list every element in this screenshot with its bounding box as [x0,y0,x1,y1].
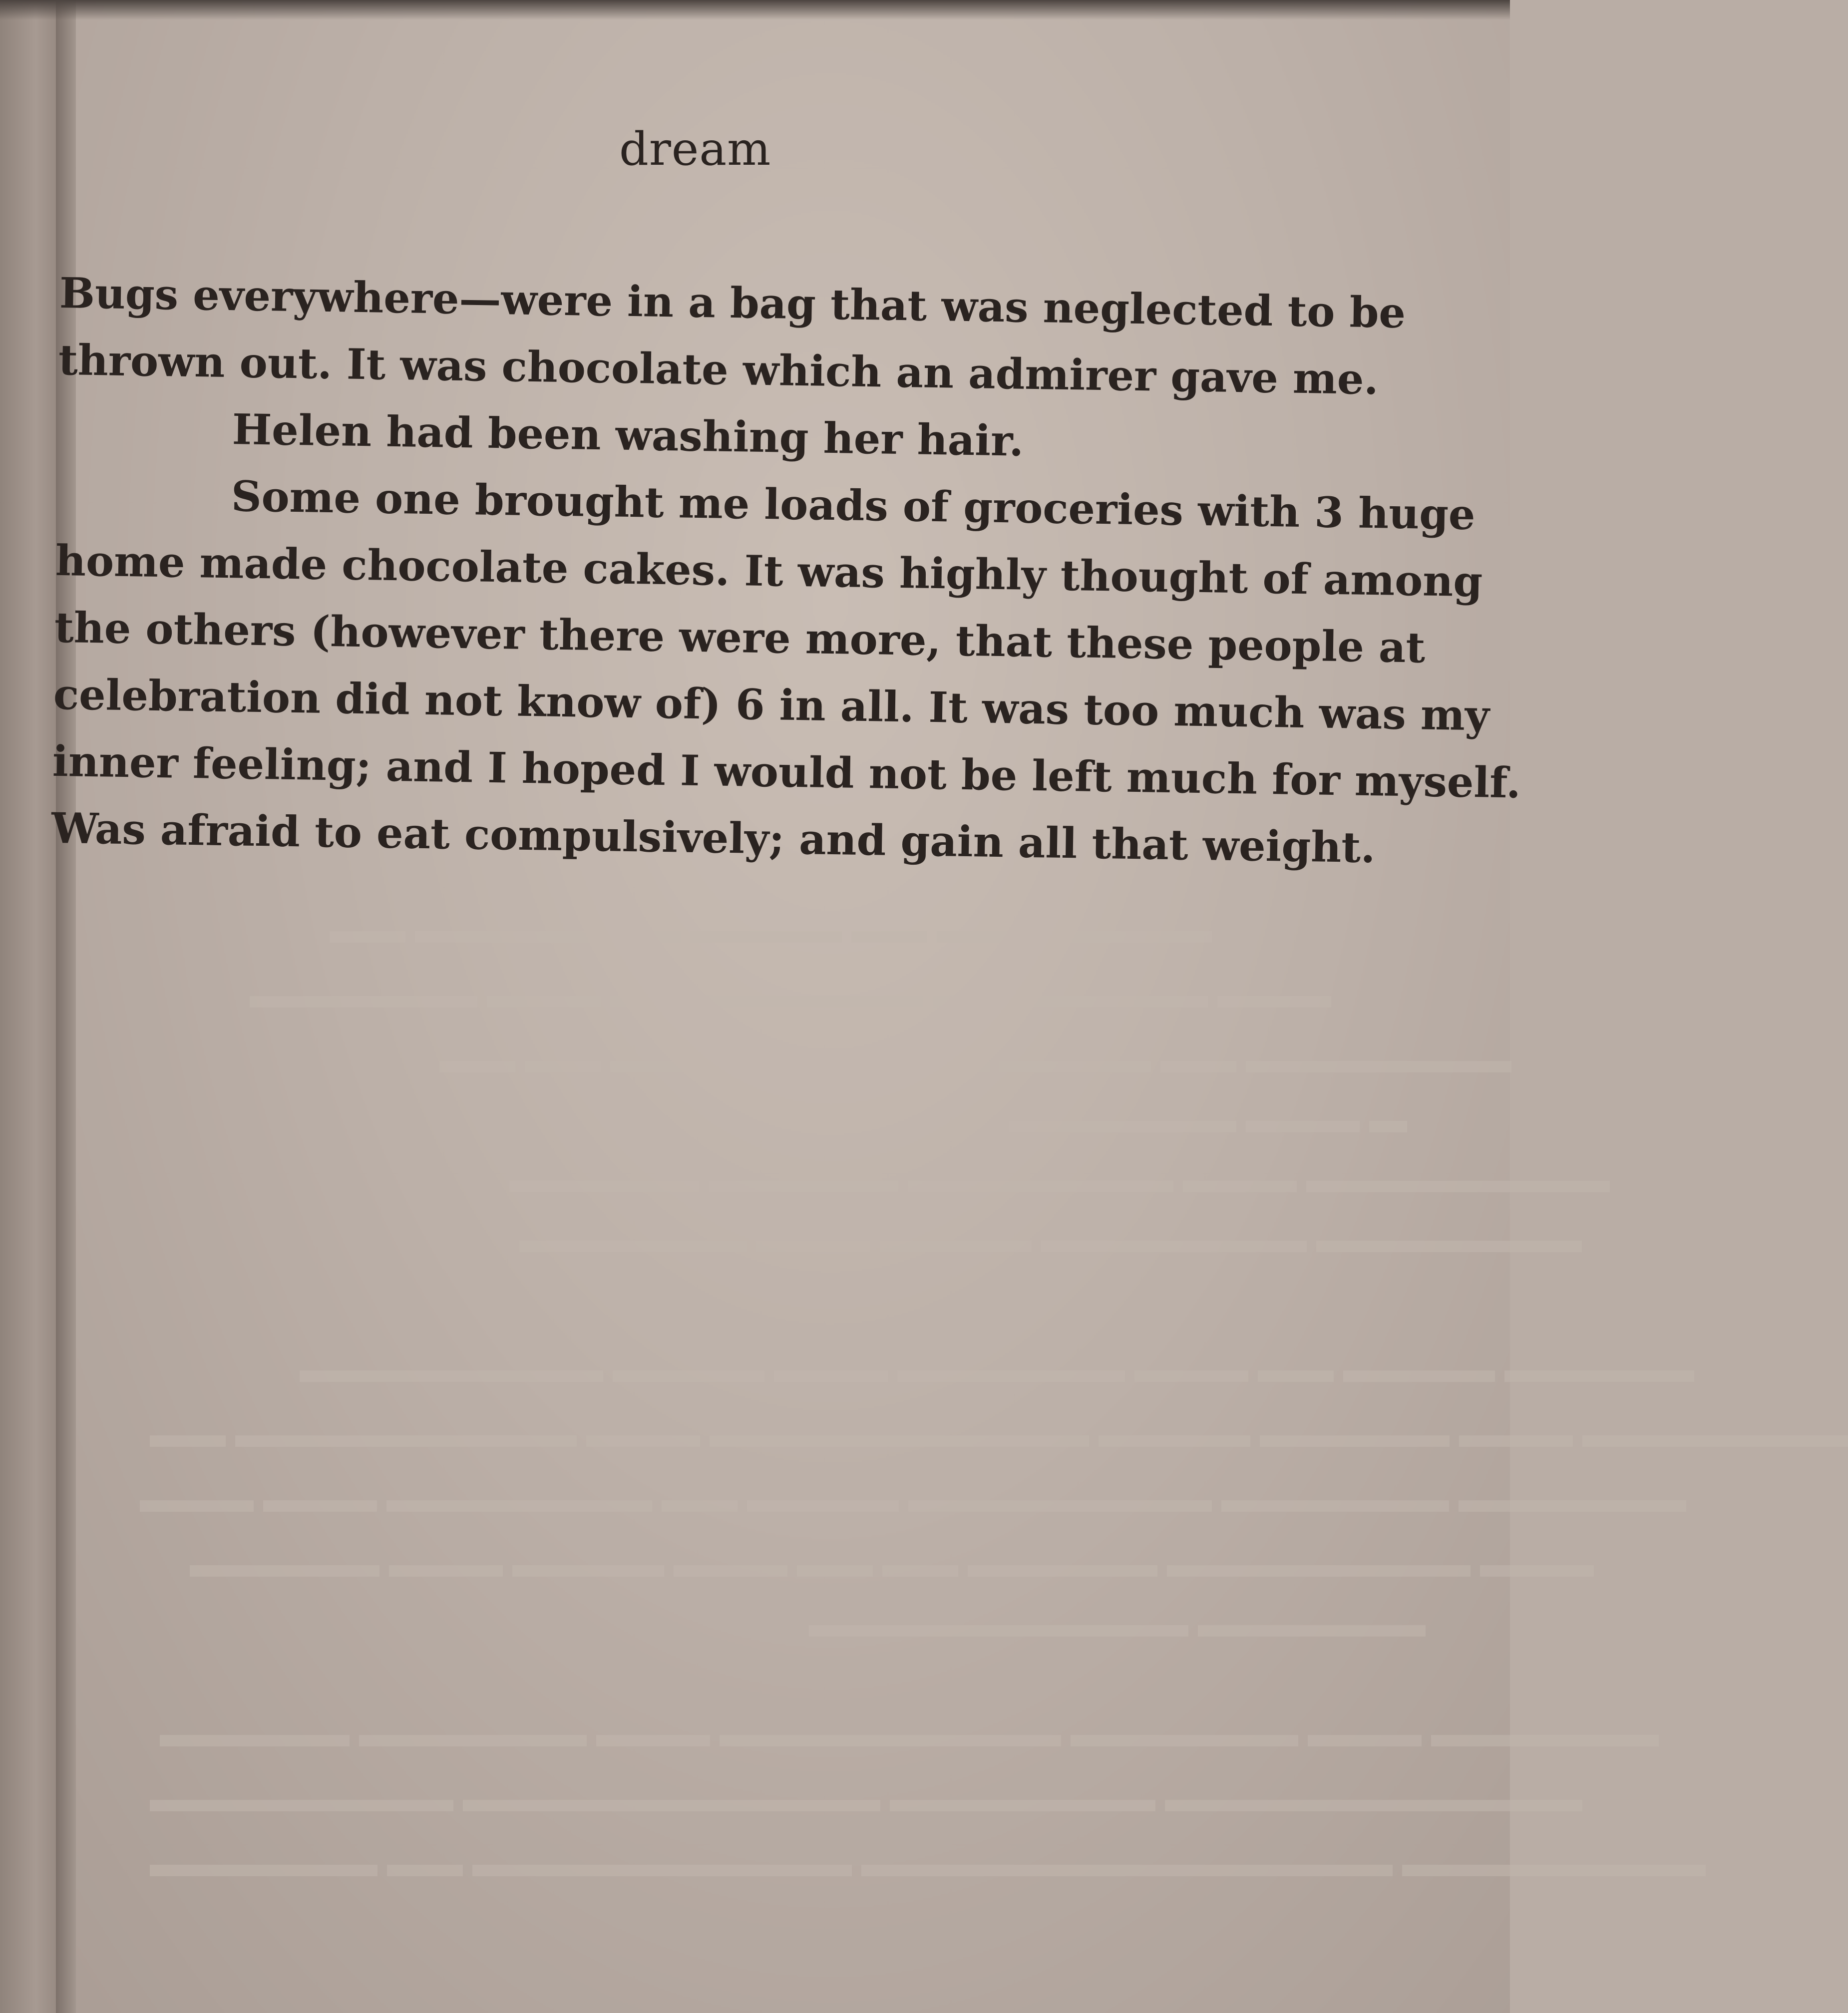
text-line: Bugs everywhere—were in a bag that was neglected to be [59,268,1406,337]
entry-heading: dream [619,122,771,176]
top-edge-shadow [0,0,1510,20]
show-through-text: ▬▬▬▬▬▬ ▬▬▬ ▬▬▬▬▬▬ ▬▬▬▬▬▬▬▬▬ ▬▬▬ ▬▬▬▬▬▬ ▬▬▬▬▬ [160,1713,1659,1755]
text-line: Was afraid to eat compulsively; and gain all that weight. [51,803,1376,873]
show-through-text: ▬▬▬▬▬ ▬▬▬▬ ▬▬ ▬▬▬ ▬▬▬▬▬▬ ▬▬▬ ▬▬▬▬ ▬▬▬▬▬▬▬▬ [300,1348,1694,1390]
show-through-text: ▬▬▬ ▬▬▬▬▬ ▬▬ ▬▬▬▬▬▬ ▬▬ ▬▬▬ ▬▬▬▬▬▬ [250,974,1331,1016]
text-line: celebration did not know of) 6 in all. It was too much was my [53,669,1490,740]
show-through-text: ▬▬▬▬▬▬▬▬ ▬▬▬ ▬▬▬▬▬▬▬ ▬▬▬▬▬ ▬▬▬▬▬ [509,1159,1610,1201]
entry-body [51,260,1521,883]
show-through-text: ▬▬▬ ▬▬▬▬▬▬▬▬ ▬▬▬▬▬ ▬▬ ▬▬ ▬▬▬ ▬▬▬▬ ▬▬▬ ▬▬▬▬▬ [190,1543,1594,1585]
show-through-text: ▬ ▬▬▬ ▬▬▬▬▬▬ [1009,1099,1407,1141]
show-through-text: ▬▬▬▬▬▬ ▬▬▬▬▬▬▬▬▬▬ [809,1603,1426,1645]
show-through-text: ▬▬▬▬ ▬▬▬ ▬▬ ▬▬▬▬ ▬▬▬▬▬▬▬ ▬▬ [330,909,1212,951]
show-through-text: ▬▬▬▬▬▬ ▬▬▬▬▬▬ ▬▬▬▬▬▬▬▬ ▬▬▬▬ ▬▬ ▬▬▬▬▬▬▬ ▬▬▬ ▬▬▬ [140,1478,1686,1520]
text-line: the others (however there were more, that these people at [54,602,1426,672]
text-line: home made chocolate cakes. It was highly thought of among [55,535,1483,607]
show-through-text: ▬▬▬▬▬▬▬▬ ▬▬▬▬▬▬▬▬▬▬▬▬▬▬ ▬▬▬▬▬▬▬▬▬▬ ▬▬ ▬▬▬▬▬▬ [150,1843,1706,1885]
show-through-text: ▬▬▬▬▬▬▬ ▬▬▬ ▬▬▬▬▬ ▬▬▬▬ ▬▬▬▬▬▬▬▬▬▬ ▬▬▬ ▬▬▬▬▬▬▬▬▬ ▬▬ [150,1413,1848,1455]
show-through-text: ▬▬▬▬▬▬▬ ▬▬ ▬▬▬▬ ▬▬▬▬▬▬▬▬▬▬ ▬▬ ▬▬ [439,1039,1511,1081]
text-line: thrown out. It was chocolate which an admirer gave me. [58,335,1379,404]
adjacent-left-page [0,0,60,2013]
text-line: Helen had been washing her hair. [232,404,1024,466]
book-page [51,0,1848,2013]
show-through-text: ▬▬▬▬▬▬▬ ▬▬▬▬▬▬▬ ▬▬▬▬ ▬▬▬ ▬▬▬▬▬▬ [519,1219,1582,1261]
text-line: Some one brought me loads of groceries with 3 huge [231,471,1476,540]
text-line: inner feeling; and I hoped I would not be left much for myself. [52,736,1521,808]
show-through-text: ▬▬▬▬▬▬▬▬▬▬▬ ▬▬▬▬▬▬▬ ▬▬▬▬▬▬▬▬▬▬▬ ▬▬▬▬▬▬▬▬ [150,1778,1582,1820]
